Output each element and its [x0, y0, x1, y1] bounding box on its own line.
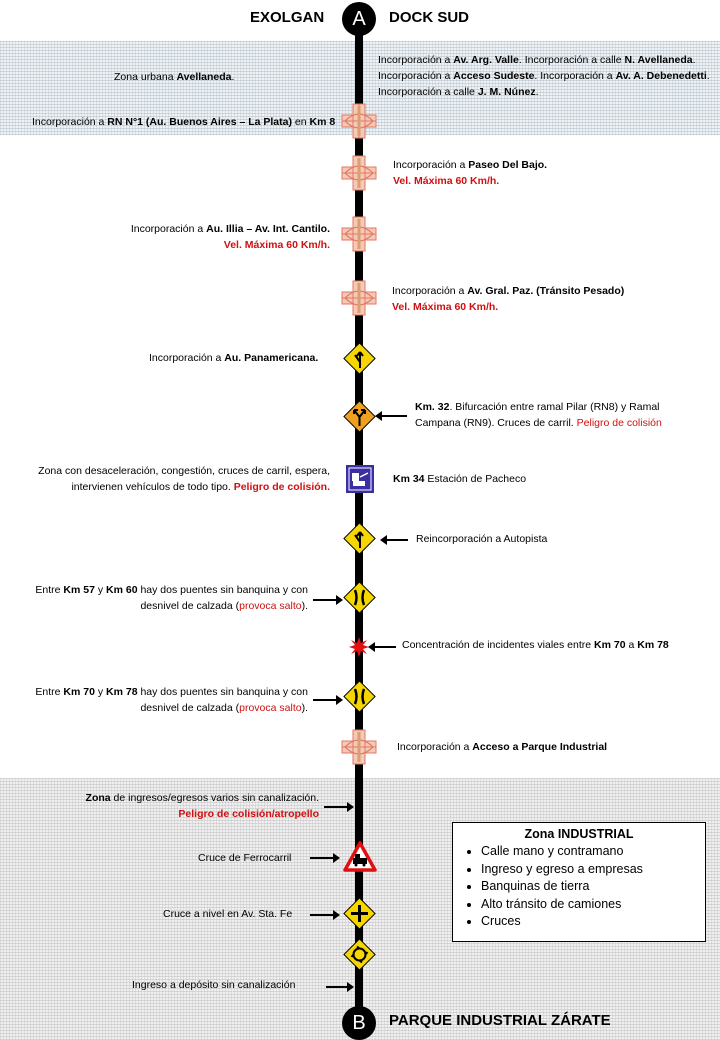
bridges-km70-78-text: Entre Km 70 y Km 78 hay dos puentes sin banquina y con desnivel de calzada (provoca salto). — [35, 686, 308, 714]
arrow-right — [310, 914, 334, 916]
arrow-left — [386, 539, 408, 541]
arrow-right — [313, 599, 337, 601]
arrow-right — [313, 699, 337, 701]
list-item: • Banquinas de tierra — [481, 878, 697, 896]
rn1-incorporation-text: Incorporación a RN N°1 (Au. Buenos Aires – La Plata) en Km 8 — [32, 116, 336, 128]
arrow-left — [374, 646, 396, 648]
industrial-zone-box — [452, 822, 706, 942]
roundabout-sign-icon — [343, 938, 376, 971]
industrial-ingress-text: Zona de ingresos/egresos varios sin canalización. Peligro de colisión/atropello — [85, 792, 319, 820]
interchange-icon — [341, 280, 377, 316]
reincorporation-text: Reincorporación a Autopista — [416, 533, 548, 545]
depot-ingress-text: Ingreso a depósito sin canalización — [132, 979, 296, 991]
list-item: • Calle mano y contramano — [481, 843, 697, 861]
destination-label: PARQUE INDUSTRIAL ZÁRATE — [389, 1012, 611, 1029]
arrow-right — [324, 806, 348, 808]
narrow-bridge-sign-icon — [343, 680, 376, 713]
industrial-box-list — [461, 843, 697, 931]
origin-right-label: DOCK SUD — [389, 9, 470, 26]
paseo-del-bajo-text: Incorporación a Paseo Del Bajo. Vel. Máxima 60 Km/h. — [393, 159, 548, 187]
arrow-right — [310, 857, 334, 859]
end-point-b: B — [342, 1006, 376, 1040]
list-item: • Ingreso y egreso a empresas — [481, 861, 697, 879]
interchange-icon — [341, 216, 377, 252]
interchange-icon — [341, 729, 377, 765]
railroad-crossing-text: Cruce de Ferrocarril — [198, 852, 292, 864]
railroad-crossing-sign-icon — [343, 841, 377, 873]
gral-paz-text: Incorporación a Av. Gral. Paz. (Tránsito Pesado) Vel. Máxima 60 Km/h. — [392, 285, 625, 313]
au-illia-text: Incorporación a Au. Illia – Av. Int. Cantilo. Vel. Máxima 60 Km/h. — [130, 223, 330, 251]
urban-incorporations-text: Incorporación a Av. Arg. Valle. Incorporación a calle N. Avellaneda. Incorporación a Acceso Sudeste. Incorporación a Av. A. Debenedetti. Incorporación a calle J. M. Núnez. — [378, 54, 710, 98]
list-item: • Cruces — [481, 913, 697, 931]
congestion-zone-text: Zona con desaceleración, congestión, cruces de carril, espera, intervienen vehículos de todo tipo. Peligro de colisión. — [38, 465, 330, 493]
acceso-parque-text: Incorporación a Acceso a Parque Industrial — [397, 741, 608, 753]
crossroad-sign-icon — [343, 897, 376, 930]
start-point-a: A — [342, 2, 376, 36]
arrow-right — [326, 986, 348, 988]
interchange-icon — [341, 155, 377, 191]
incident-concentration-text: Concentración de incidentes viales entre Km 70 a Km 78 — [402, 639, 669, 651]
urban-zone-label: Zona urbana Avellaneda. — [114, 71, 235, 83]
level-crossing-text: Cruce a nivel en Av. Sta. Fe — [163, 908, 293, 920]
bridges-km57-60-text: Entre Km 57 y Km 60 hay dos puentes sin banquina y con desnivel de calzada (provoca salto). — [35, 584, 308, 612]
station-sign-icon — [346, 465, 374, 493]
origin-left-label: EXOLGAN — [250, 9, 325, 26]
incident-burst-icon — [349, 637, 369, 657]
narrow-bridge-sign-icon — [343, 581, 376, 614]
fork-sign-icon — [343, 400, 376, 433]
merge-sign-icon — [343, 522, 376, 555]
km32-bifurcation-text: Km. 32. Bifurcación entre ramal Pilar (RN8) y Ramal Campana (RN9). Cruces de carril. Peligro de colisión — [415, 401, 662, 429]
merge-sign-icon — [343, 342, 376, 375]
industrial-box-title: Zona INDUSTRIAL — [524, 827, 634, 841]
arrow-left — [381, 415, 407, 417]
list-item: • Alto tránsito de camiones — [481, 896, 697, 914]
panamericana-text: Incorporación a Au. Panamericana. — [149, 352, 319, 364]
pacheco-station-text: Km 34 Estación de Pacheco — [393, 473, 527, 485]
interchange-icon — [341, 103, 377, 139]
